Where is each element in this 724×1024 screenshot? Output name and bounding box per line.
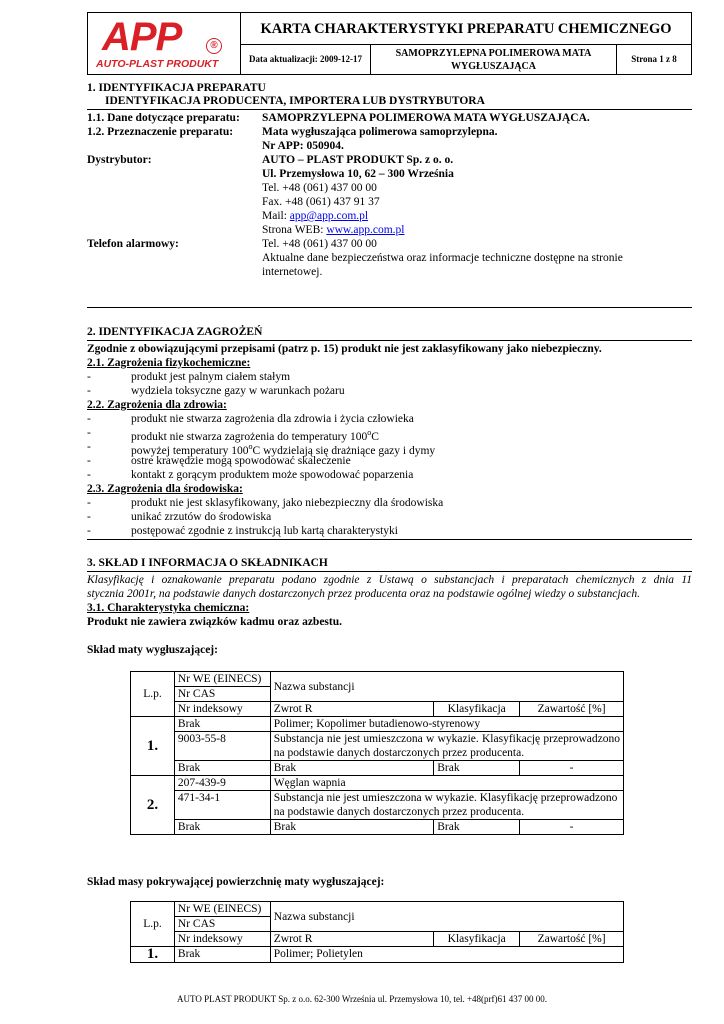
col-klas: Klasyfikacja	[434, 932, 520, 947]
degree-mark: o	[367, 428, 372, 437]
page-footer: AUTO PLAST PRODUKT Sp. z o.o. 62-300 Września ul. Przemysłowa 10, tel. +48(prf)61 437 00 00.	[176, 994, 548, 1004]
table-row	[131, 776, 624, 791]
divider	[87, 539, 692, 540]
row-number: 1.	[146, 946, 159, 962]
app-logo	[88, 13, 241, 74]
table-header-row	[131, 702, 624, 717]
row-number: 2.	[146, 796, 159, 813]
col-name: Nazwa substancji	[270, 902, 623, 932]
subheading-physchem: 2.1. Zagrożenia fizykochemiczne:	[87, 357, 251, 369]
dash: -	[87, 413, 91, 425]
cell-zwrot: Brak	[270, 820, 433, 835]
section2-intro: Zgodnie z obowiązującymi przepisami (patrz p. 15) produkt nie jest zaklasyfikowany jako niebezpieczny.	[87, 343, 602, 355]
cell-zaw: -	[520, 761, 624, 776]
cell-name: Węglan wapnia	[270, 776, 623, 791]
composition-table	[130, 671, 624, 835]
web-link[interactable]: www.app.com.pl	[326, 224, 405, 236]
col-zwrot: Zwrot R	[270, 932, 433, 947]
distributor-address: Ul. Przemysłowa 10, 62 – 300 Września	[262, 168, 454, 180]
logo-text: APP	[102, 15, 182, 59]
table-row	[131, 791, 624, 820]
col-we: Nr WE (EINECS)	[174, 902, 270, 917]
col-idx: Nr indeksowy	[174, 932, 270, 947]
cell-name: Polimer; Polietylen	[270, 947, 623, 963]
col-idx: Nr indeksowy	[174, 702, 270, 717]
cell-klas: Brak	[434, 820, 520, 835]
registered-mark: ®	[206, 38, 222, 54]
cell-zaw: -	[520, 820, 624, 835]
list-item: postępować zgodnie z instrukcją lub kartą charakterystyki	[131, 525, 398, 537]
table2-title: Skład masy pokrywającej powierzchnię maty wygłuszającej:	[87, 876, 385, 888]
table-row	[131, 732, 624, 761]
cell-cas: 471-34-1	[174, 791, 270, 820]
table1-title: Skład maty wygłuszającej:	[87, 644, 218, 656]
value-purpose: Mata wygłuszająca polimerowa samoprzylepna.	[262, 126, 498, 138]
dash: -	[87, 371, 91, 383]
cell-cas: 9003-55-8	[174, 732, 270, 761]
distributor-name: AUTO – PLAST PRODUKT Sp. z o. o.	[262, 154, 454, 166]
table-header-row	[131, 902, 624, 917]
col-name: Nazwa substancji	[270, 672, 623, 702]
divider	[87, 571, 692, 572]
table-row	[131, 717, 624, 732]
subheading-environment: 2.3. Zagrożenia dla środowiska:	[87, 483, 243, 495]
list-item: produkt jest palnym ciałem stałym	[131, 371, 291, 383]
col-we: Nr WE (EINECS)	[174, 672, 270, 687]
divider	[87, 340, 692, 341]
list-item-text: produkt nie stwarza zagrożenia do temperatury 100	[131, 430, 368, 443]
label-distributor: Dystrybutor:	[87, 154, 152, 166]
note-line1: Aktualne dane bezpieczeństwa oraz informacje techniczne dostępne na stronie	[262, 252, 623, 264]
cell-desc: Substancja nie jest umieszczona w wykazie. Klasyfikację przeprowadzono na podstawie danych dostarczonych przez producenta.	[270, 732, 623, 761]
subheading-health: 2.2. Zagrożenia dla zdrowia:	[87, 399, 227, 411]
no-cadmium-note: Produkt nie zawiera związków kadmu oraz azbestu.	[87, 616, 343, 628]
section1-heading-sub: IDENTYFIKACJA PRODUCENTA, IMPORTERA LUB DYSTRYBUTORA	[105, 95, 485, 107]
cell-idx: Brak	[174, 820, 270, 835]
mail-link[interactable]: app@app.com.pl	[289, 210, 369, 222]
subheading-chemical: 3.1. Charakterystyka chemiczna:	[87, 602, 250, 614]
product-name-line2: WYGŁUSZAJĄCA	[450, 61, 536, 72]
dash: -	[87, 441, 91, 453]
cell-klas: Brak	[434, 761, 520, 776]
web-label: Strona WEB:	[262, 224, 327, 236]
dash: -	[87, 385, 91, 397]
note-line2: internetowej.	[262, 266, 323, 278]
document-header	[87, 12, 692, 75]
col-lp: L.p.	[131, 672, 175, 717]
cell-idx: Brak	[174, 761, 270, 776]
dash: -	[87, 427, 91, 439]
table-row	[131, 947, 624, 963]
dash: -	[87, 455, 91, 467]
product-name-line1: SAMOPRZYLEPNA POLIMEROWA MATA	[395, 48, 592, 59]
document-title: KARTA CHARAKTERYSTYKI PREPARATU CHEMICZNEGO	[241, 13, 691, 45]
list-item: produkt nie jest sklasyfikowany, jako niebezpieczny dla środowiska	[131, 497, 444, 509]
cell-zwrot: Brak	[270, 761, 433, 776]
value-preparation: SAMOPRZYLEPNA POLIMEROWA MATA WYGŁUSZAJĄCA.	[262, 112, 590, 124]
dash: -	[87, 511, 91, 523]
cell-desc: Substancja nie jest umieszczona w wykazie. Klasyfikację przeprowadzono na podstawie danych dostarczonych przez producenta.	[270, 791, 623, 820]
dash: -	[87, 525, 91, 537]
cell-we: Brak	[174, 717, 270, 732]
col-cas: Nr CAS	[174, 917, 270, 932]
distributor-phone: Tel. +48 (061) 437 00 00	[262, 182, 377, 194]
col-cas: Nr CAS	[174, 687, 270, 702]
table-header-row	[131, 932, 624, 947]
update-date: Data aktualizacji: 2009-12-17	[241, 45, 371, 74]
table-row	[131, 761, 624, 776]
list-item-tail: wydzielają się drażniące gazy i dymy	[260, 444, 436, 457]
section1-heading: 1. IDENTYFIKACJA PREPARATU	[87, 82, 266, 94]
cell-we: Brak	[174, 947, 270, 963]
col-zaw: Zawartość [%]	[520, 702, 624, 717]
list-item: produkt nie stwarza zagrożenia dla zdrowia i życia człowieka	[131, 413, 414, 425]
coating-composition-table	[130, 901, 624, 963]
cell-name: Polimer; Kopolimer butadienowo-styrenowy	[270, 717, 623, 732]
distributor-web	[262, 223, 404, 237]
divider	[87, 307, 692, 308]
col-zaw: Zawartość [%]	[520, 932, 624, 947]
list-item: wydziela toksyczne gazy w warunkach pożaru	[131, 385, 345, 397]
page-number: Strona 1 z 8	[631, 54, 677, 64]
mail-label: Mail:	[262, 210, 290, 222]
label-purpose: 1.2. Przeznaczenie preparatu:	[87, 126, 234, 138]
label-preparation: 1.1. Dane dotyczące preparatu:	[87, 112, 240, 124]
list-item: unikać zrzutów do środowiska	[131, 511, 272, 523]
section2-heading: 2. IDENTYFIKACJA ZAGROŻEŃ	[87, 326, 263, 338]
col-zwrot: Zwrot R	[270, 702, 433, 717]
label-alarm-phone: Telefon alarmowy:	[87, 238, 179, 250]
list-item-text: powyżej temperatury 100	[131, 444, 249, 457]
list-item: kontakt z gorącym produktem może spowodować poparzenia	[131, 469, 414, 481]
table-header-row	[131, 672, 624, 687]
distributor-mail	[262, 209, 368, 223]
row-number: 1.	[146, 737, 159, 754]
list-item: ostre krawędzie mogą spowodować skaleczenie	[131, 455, 351, 467]
col-klas: Klasyfikacja	[434, 702, 520, 717]
divider	[87, 109, 692, 110]
degree-mark: o	[248, 442, 253, 451]
distributor-fax: Fax. +48 (061) 437 91 37	[262, 196, 380, 208]
unit: C	[252, 444, 261, 457]
dash: -	[87, 469, 91, 481]
unit: C	[371, 430, 379, 443]
dash: -	[87, 497, 91, 509]
cell-we: 207-439-9	[174, 776, 270, 791]
table-row	[131, 820, 624, 835]
app-number: Nr APP: 050904.	[262, 140, 344, 152]
col-lp: L.p.	[131, 902, 175, 947]
section3-heading: 3. SKŁAD I INFORMACJA O SKŁADNIKACH	[87, 557, 328, 569]
section3-intro-line1: Klasyfikację i oznakowanie preparatu podano zgodnie z Ustawą o substancjach i preparatach chemicznych z dnia 11	[87, 574, 692, 586]
alarm-phone: Tel. +48 (061) 437 00 00	[262, 238, 377, 250]
logo-subtitle: AUTO-PLAST PRODUKT	[96, 58, 219, 70]
section3-intro-line2: stycznia 2001r, na podstawie danych dostarczonych przez producenta oraz na podstawie ogólnej wiedzy o substancjach.	[87, 588, 641, 600]
product-name	[371, 45, 617, 74]
